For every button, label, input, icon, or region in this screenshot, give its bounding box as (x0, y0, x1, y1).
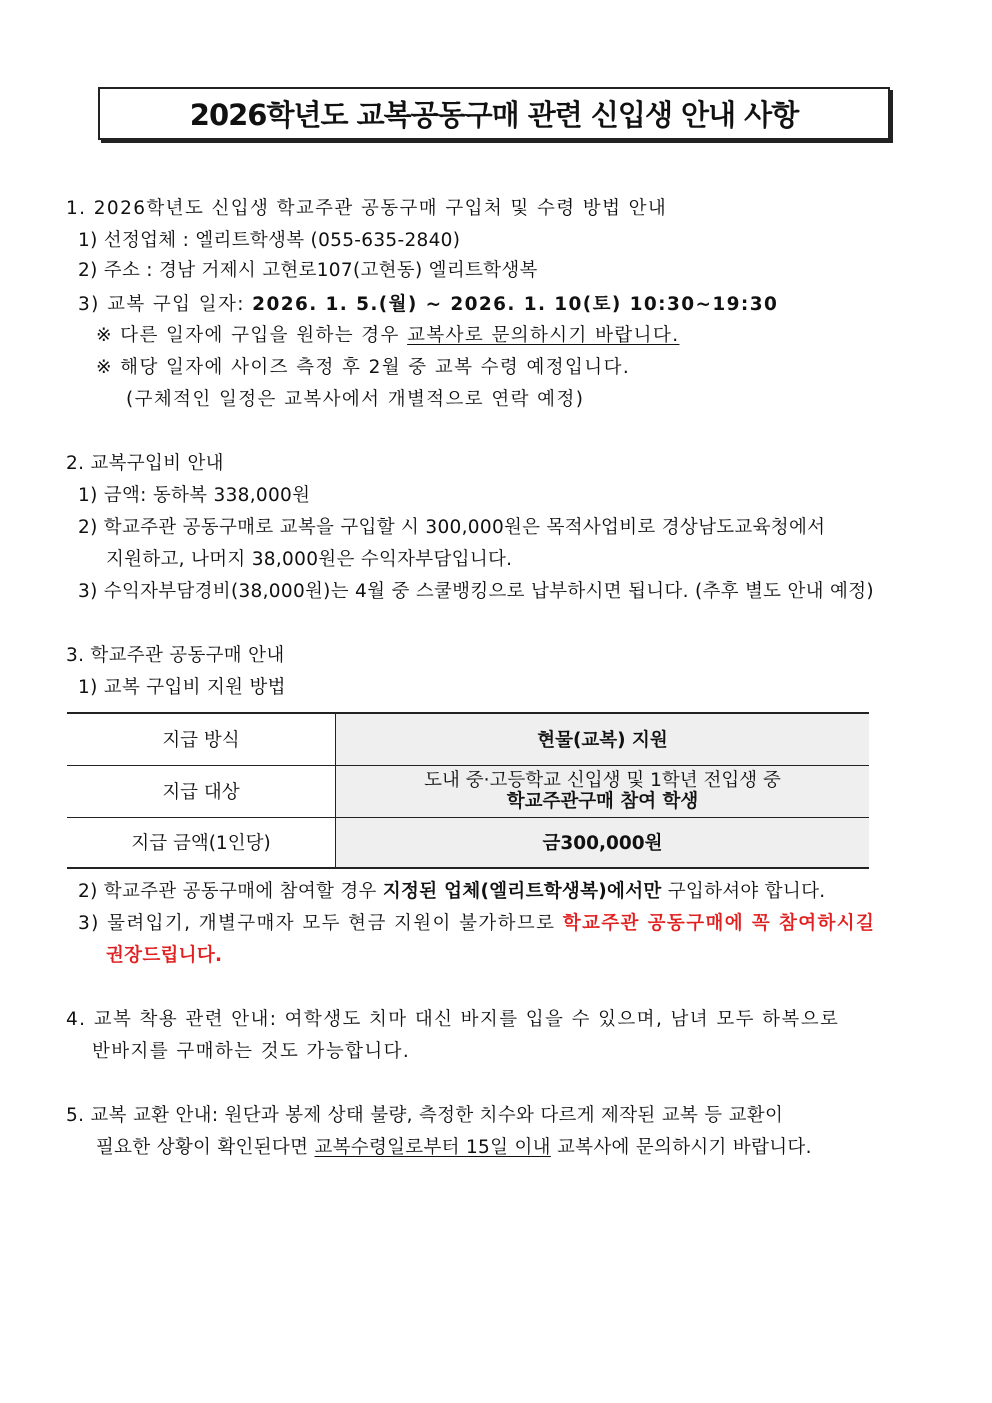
section1-heading: 1. 2026학년도 신입생 학교주관 공동구매 구입처 및 수령 방법 안내 (66, 198, 668, 219)
table-row (67, 765, 869, 817)
section3-support-method: 1) 교복 구입비 지원 방법 (78, 677, 286, 698)
section4-line1: 4. 교복 착용 관련 안내: 여학생도 치마 대신 바지를 입을 수 있으며, 남녀 모두 하복으로 (66, 1009, 840, 1030)
no-cash-emphasis: 학교주관 공동구매에 꼭 참여하시길 (562, 913, 876, 934)
row-label-amount: 지급 금액(1인당) (67, 817, 336, 868)
section5-line1: 5. 교복 교환 안내: 원단과 봉제 상태 불량, 측정한 치수와 다르게 제작된 교복 등 교환이 (66, 1105, 784, 1126)
no-cash-prefix: 3) 물려입기, 개별구매자 모두 현금 지원이 불가하므로 (78, 913, 563, 934)
section1-note-size: ※ 해당 일자에 사이즈 측정 후 2월 중 교복 수령 예정입니다. (96, 357, 631, 378)
section4-line2: 반바지를 구매하는 것도 가능합니다. (92, 1041, 411, 1062)
vendor-only-prefix: 2) 학교주관 공동구매에 참여할 경우 (78, 881, 383, 902)
title-box (98, 87, 890, 140)
table-row (67, 713, 869, 765)
vendor-only-suffix: 구입하셔야 합니다. (661, 881, 826, 902)
exchange-suffix: 교복사에 문의하시기 바랍니다. (550, 1137, 812, 1158)
purchase-date-range: 2026. 1. 5.(월) ~ 2026. 1. 10(토) 10:30~19:30 (252, 294, 779, 315)
page-title: 2026학년도 교복공동구매 관련 신입생 안내 사항 (189, 98, 799, 132)
section1-purchase-date (78, 293, 778, 317)
section3-heading: 3. 학교주관 공동구매 안내 (66, 645, 285, 666)
purchase-date-label: 3) 교복 구입 일자: (78, 294, 253, 315)
table-row (67, 817, 869, 868)
section1-note-other-date (96, 324, 679, 348)
target-line2: 학교주관구매 참여 학생 (506, 791, 699, 812)
section5-line2 (96, 1136, 812, 1160)
row-value-target (336, 765, 870, 817)
section2-subsidy-line2: 지원하고, 나머지 38,000원은 수익자부담입니다. (106, 549, 513, 570)
exchange-prefix: 필요한 상황이 확인된다면 (96, 1137, 315, 1158)
row-label-target: 지급 대상 (67, 765, 336, 817)
section1-note-schedule: (구체적인 일정은 교복사에서 개별적으로 연락 예정) (126, 389, 585, 410)
section2-subsidy-line1: 2) 학교주관 공동구매로 교복을 구입할 시 300,000원은 목적사업비로 경상남도교육청에서 (78, 517, 826, 538)
support-table (67, 712, 869, 869)
section2-amount: 1) 금액: 동하복 338,000원 (78, 485, 311, 506)
section3-no-cash (78, 912, 875, 936)
note-other-date-contact: 교복사로 문의하시기 바랍니다. (407, 325, 680, 346)
row-label-method: 지급 방식 (67, 713, 336, 765)
section2-self-pay: 3) 수익자부담경비(38,000원)는 4월 중 스쿨뱅킹으로 납부하시면 됩니다. (추후 별도 안내 예정) (78, 581, 874, 602)
section3-vendor-only (78, 880, 825, 904)
section3-no-cash-line2 (106, 944, 222, 968)
row-value-method: 현물(교복) 지원 (336, 713, 870, 765)
no-cash-emphasis-2: 권장드립니다. (106, 945, 223, 966)
section1-address: 2) 주소 : 경남 거제시 고현로107(고현동) 엘리트학생복 (78, 260, 538, 281)
exchange-deadline: 교복수령일로부터 15일 이내 (314, 1137, 551, 1158)
target-line1: 도내 중·고등학교 신입생 및 1학년 전입생 중 (424, 770, 781, 791)
section1-vendor: 1) 선정업체 : 엘리트학생복 (055-635-2840) (78, 230, 461, 251)
vendor-only-bold: 지정된 업체(엘리트학생복)에서만 (382, 881, 662, 902)
section2-heading: 2. 교복구입비 안내 (66, 453, 224, 474)
note-other-date-text: ※ 다른 일자에 구입을 원하는 경우 (96, 325, 408, 346)
row-value-amount: 금300,000원 (336, 817, 870, 868)
